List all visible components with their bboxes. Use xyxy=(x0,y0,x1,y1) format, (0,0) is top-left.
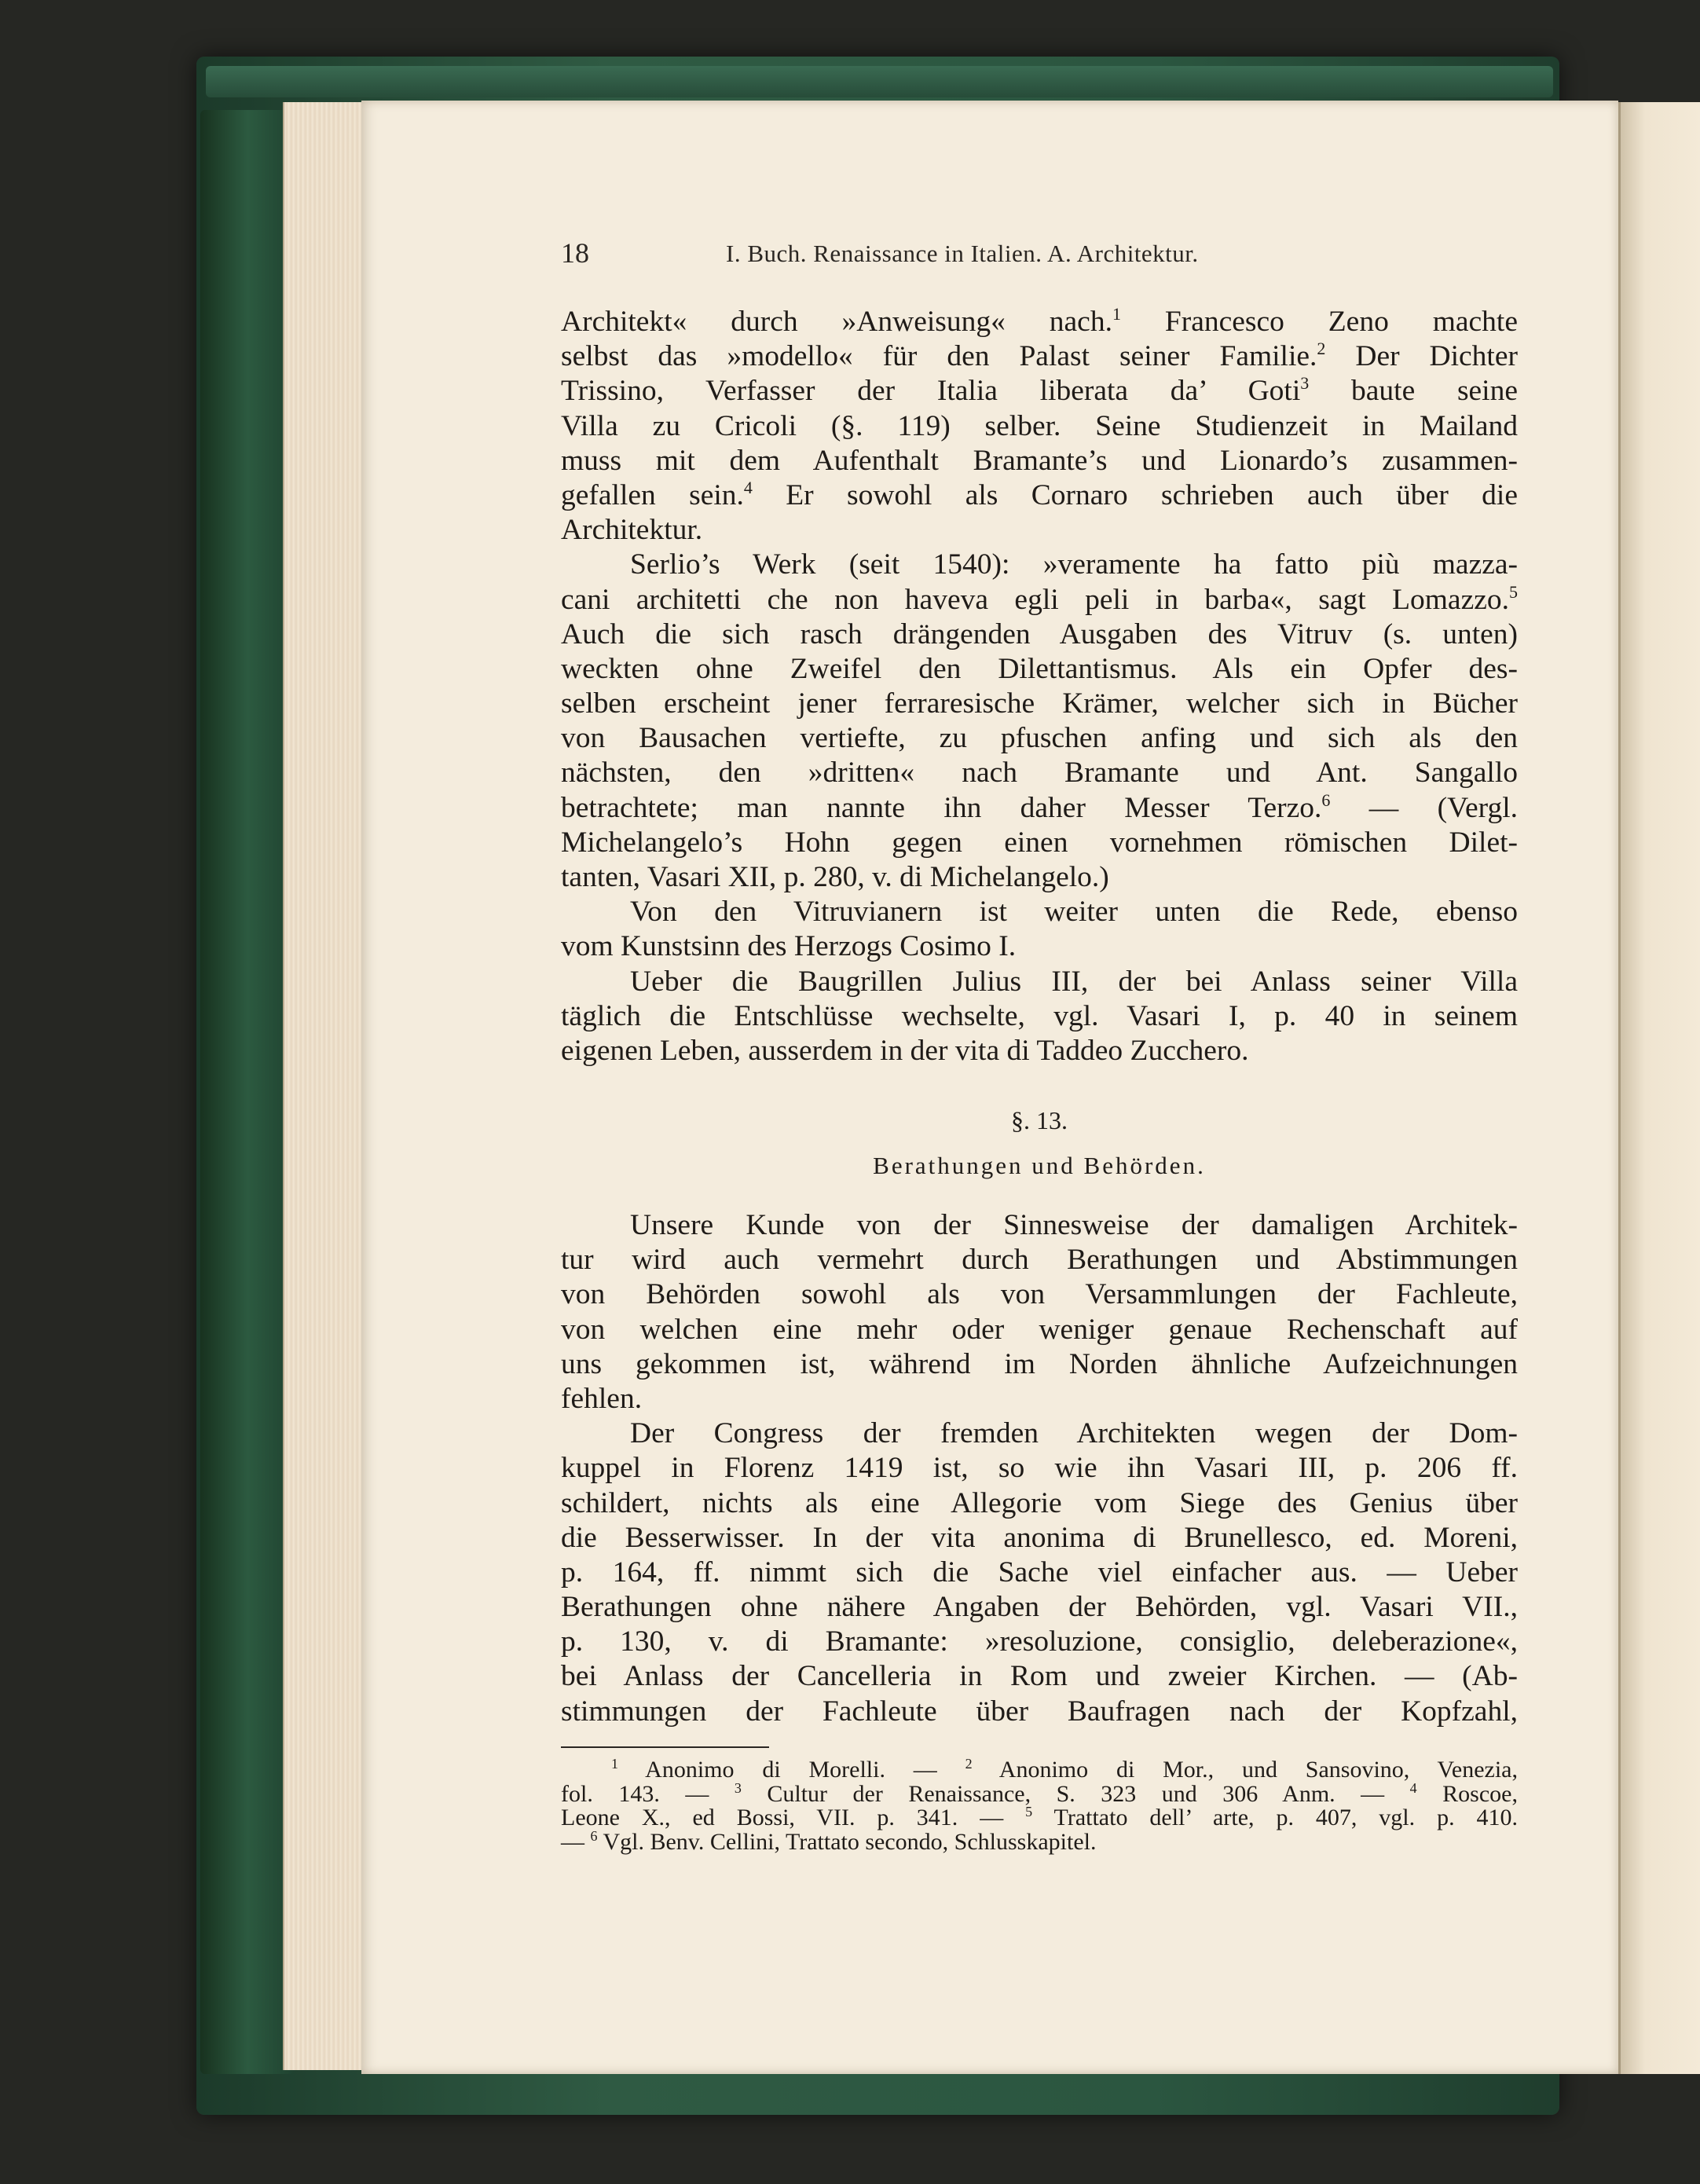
running-head xyxy=(561,236,1700,276)
footnotes xyxy=(561,1758,1518,1854)
text-run: tur wird auch vermehrt durch Berathungen und Abstimmungen xyxy=(561,1244,1518,1277)
footnote-number: 4 xyxy=(1409,1779,1417,1796)
text-line xyxy=(561,1451,1518,1486)
text-line xyxy=(561,860,1518,895)
footnote-text: fol. 143. — xyxy=(561,1780,735,1807)
footnote-text: Vgl. Benv. Cellini, Trattato secondo, Schlusskapitel. xyxy=(597,1828,1097,1855)
text-run: p. 130, v. di Bramante: »resoluzione, consiglio, deleberazione«, xyxy=(561,1625,1518,1658)
body-text-bottom xyxy=(561,1208,1518,1729)
footnote-line xyxy=(561,1806,1518,1830)
footnote-text: — xyxy=(561,1828,591,1855)
text-run: nächsten, den »dritten« nach Bramante und Ant. Sangallo xyxy=(561,757,1518,790)
text-run: tanten, Vasari XII, p. 280, v. di Michelangelo.) xyxy=(561,861,1109,893)
text-run: von welchen eine mehr oder weniger genaue Rechenschaft auf xyxy=(561,1313,1518,1346)
text-line xyxy=(561,513,1518,548)
text-run: betrachtete; man nannte ihn daher Messer Terzo. xyxy=(561,791,1322,824)
text-run: täglich die Entschlüsse wechselte, vgl. Vasari I, p. 40 in seinem xyxy=(561,999,1518,1032)
footnote-text: Trattato dell’ arte, p. 407, vgl. p. 410. xyxy=(1032,1805,1518,1830)
text-line xyxy=(561,965,1518,999)
footnote-text: Cultur der Renaissance, S. 323 und 306 Anm. — xyxy=(741,1780,1410,1807)
text-line xyxy=(561,617,1518,652)
page-number: 18 xyxy=(561,237,589,269)
text-line xyxy=(561,1590,1518,1625)
body-text-top xyxy=(561,305,1518,1068)
text-run: Architekt« durch »Anweisung« nach. xyxy=(561,306,1112,338)
running-head-title: I. Buch. Renaissance in Italien. A. Architektur. xyxy=(726,240,1199,267)
text-run: Serlio’s Werk (seit 1540): »veramente ha fatto più mazza- xyxy=(630,548,1518,581)
text-line xyxy=(561,826,1518,860)
footnote-marker: 1 xyxy=(1112,304,1121,324)
text-line xyxy=(561,374,1518,409)
footnote-line xyxy=(561,1827,1518,1855)
text-run: Architektur. xyxy=(561,514,703,547)
text-run: vom Kunstsinn des Herzogs Cosimo I. xyxy=(561,930,1017,963)
text-line xyxy=(561,478,1518,513)
text-line xyxy=(561,1034,1518,1068)
text-run: Unsere Kunde von der Sinnesweise der damaligen Architek- xyxy=(630,1209,1518,1241)
cover-top-edge xyxy=(206,66,1553,97)
footnote-marker: 2 xyxy=(1317,339,1326,359)
text-line xyxy=(561,1382,1518,1416)
text-run: Michelangelo’s Hohn gegen einen vornehmen römischen Dilet- xyxy=(561,826,1518,859)
text-run: Auch die sich rasch drängenden Ausgaben des Vitruv (s. unten) xyxy=(561,617,1518,650)
text-line xyxy=(561,999,1518,1034)
text-run: baute seine xyxy=(1309,375,1518,408)
text-line xyxy=(561,548,1518,582)
text-run: Der Dichter xyxy=(1325,340,1518,373)
text-line xyxy=(561,929,1518,964)
footnote-line xyxy=(561,1758,1518,1783)
footnote-text: Anonimo di Morelli. — xyxy=(618,1757,965,1783)
text-run: Francesco Zeno machte xyxy=(1120,306,1518,338)
text-run: Ueber die Baugrillen Julius III, der bei Anlass seiner Villa xyxy=(630,965,1518,998)
text-line xyxy=(561,339,1518,374)
text-run: cani architetti che non haveva egli peli in barba«, sagt Lomazzo. xyxy=(561,583,1509,616)
right-page-stack xyxy=(1618,102,1700,2074)
text-line xyxy=(561,721,1518,756)
text-line xyxy=(561,1277,1518,1312)
text-run: Er sowohl als Cornaro schrieben auch über die xyxy=(752,478,1518,511)
text-run: muss mit dem Aufenthalt Bramante’s und Lionardo’s zusammen- xyxy=(561,444,1518,477)
text-line xyxy=(561,1313,1518,1347)
footnote-text: Roscoe, xyxy=(1416,1780,1518,1807)
section-title: Berathungen und Behörden. xyxy=(873,1152,1206,1179)
text-line xyxy=(561,583,1518,617)
text-run: selbst das »modello« für den Palast seiner Familie. xyxy=(561,340,1317,373)
text-run: bei Anlass der Cancelleria in Rom und zweier Kirchen. — (Ab- xyxy=(561,1660,1518,1693)
text-run: die Besserwisser. In der vita anonima di Brunellesco, ed. Moreni, xyxy=(561,1521,1518,1554)
footnote-marker: 5 xyxy=(1509,581,1518,602)
text-line xyxy=(561,1243,1518,1277)
footnote-marker: 6 xyxy=(1321,790,1331,810)
footnote-number: 1 xyxy=(611,1756,618,1772)
text-run: p. 164, ff. nimmt sich die Sache viel einfacher aus. — Ueber xyxy=(561,1556,1518,1589)
text-run: schildert, nichts als eine Allegorie vom Siege des Genius über xyxy=(561,1486,1518,1519)
text-run: — (Vergl. xyxy=(1330,791,1518,824)
footnote-line xyxy=(561,1779,1518,1807)
text-run: selben erscheint jener ferraresische Krämer, welcher sich in Bücher xyxy=(561,687,1518,720)
footnote-marker: 4 xyxy=(743,477,753,497)
text-line xyxy=(561,1416,1518,1451)
book-page xyxy=(361,101,1618,2074)
text-run: gefallen sein. xyxy=(561,478,744,511)
text-run: von Behörden sowohl als von Versammlungen der Fachleute, xyxy=(561,1278,1518,1311)
footnote-number: 3 xyxy=(734,1779,742,1796)
text-line xyxy=(561,1208,1518,1243)
text-line xyxy=(561,895,1518,929)
text-run: Von den Vitruvianern ist weiter unten die Rede, ebenso xyxy=(630,896,1518,929)
text-line xyxy=(561,652,1518,687)
text-line xyxy=(561,1556,1518,1590)
text-line xyxy=(561,687,1518,721)
text-run: uns gekommen ist, während im Norden ähnliche Aufzeichnungen xyxy=(561,1347,1518,1380)
text-line xyxy=(561,756,1518,790)
text-line xyxy=(561,791,1518,826)
footnote-rule xyxy=(561,1746,769,1748)
text-run: eigenen Leben, ausserdem in der vita di Taddeo Zucchero. xyxy=(561,1034,1249,1067)
footnote-marker: 3 xyxy=(1300,373,1310,394)
text-line xyxy=(561,409,1518,444)
text-line xyxy=(561,1347,1518,1382)
left-page-stack xyxy=(283,102,371,2070)
text-line xyxy=(561,444,1518,478)
text-run: fehlen. xyxy=(561,1382,643,1415)
text-run: kuppel in Florenz 1419 ist, so wie ihn Vasari III, p. 206 ff. xyxy=(561,1452,1518,1485)
text-run: stimmungen der Fachleute über Baufragen nach der Kopfzahl, xyxy=(561,1695,1518,1728)
text-run: Trissino, Verfasser der Italia liberata da’ Goti xyxy=(561,375,1301,408)
section-number: §. 13. xyxy=(1011,1106,1068,1134)
text-run: Villa zu Cricoli (§. 119) selber. Seine Studienzeit in Mailand xyxy=(561,409,1518,442)
footnote-text: Anonimo di Mor., und Sansovino, Venezia, xyxy=(972,1757,1518,1783)
text-line xyxy=(561,1659,1518,1694)
footnote-text: Leone X., ed Bossi, VII. p. 341. — xyxy=(561,1805,1026,1830)
footnote-number: 6 xyxy=(590,1827,598,1844)
text-line xyxy=(561,1486,1518,1521)
text-line xyxy=(561,1695,1518,1729)
text-run: Berathungen ohne nähere Angaben der Behörden, vgl. Vasari VII., xyxy=(561,1591,1518,1624)
text-line xyxy=(561,1625,1518,1659)
text-run: Der Congress der fremden Architekten wegen der Dom- xyxy=(630,1417,1518,1450)
footnote-number: 5 xyxy=(1025,1804,1033,1819)
book-spine xyxy=(200,110,295,2074)
footnote-number: 2 xyxy=(965,1756,973,1772)
text-run: weckten ohne Zweifel den Dilettantismus. Als ein Opfer des- xyxy=(561,652,1518,685)
text-run: von Bausachen vertiefte, zu pfuschen anfing und sich als den xyxy=(561,722,1518,755)
text-line xyxy=(561,1521,1518,1556)
text-line xyxy=(561,305,1518,339)
